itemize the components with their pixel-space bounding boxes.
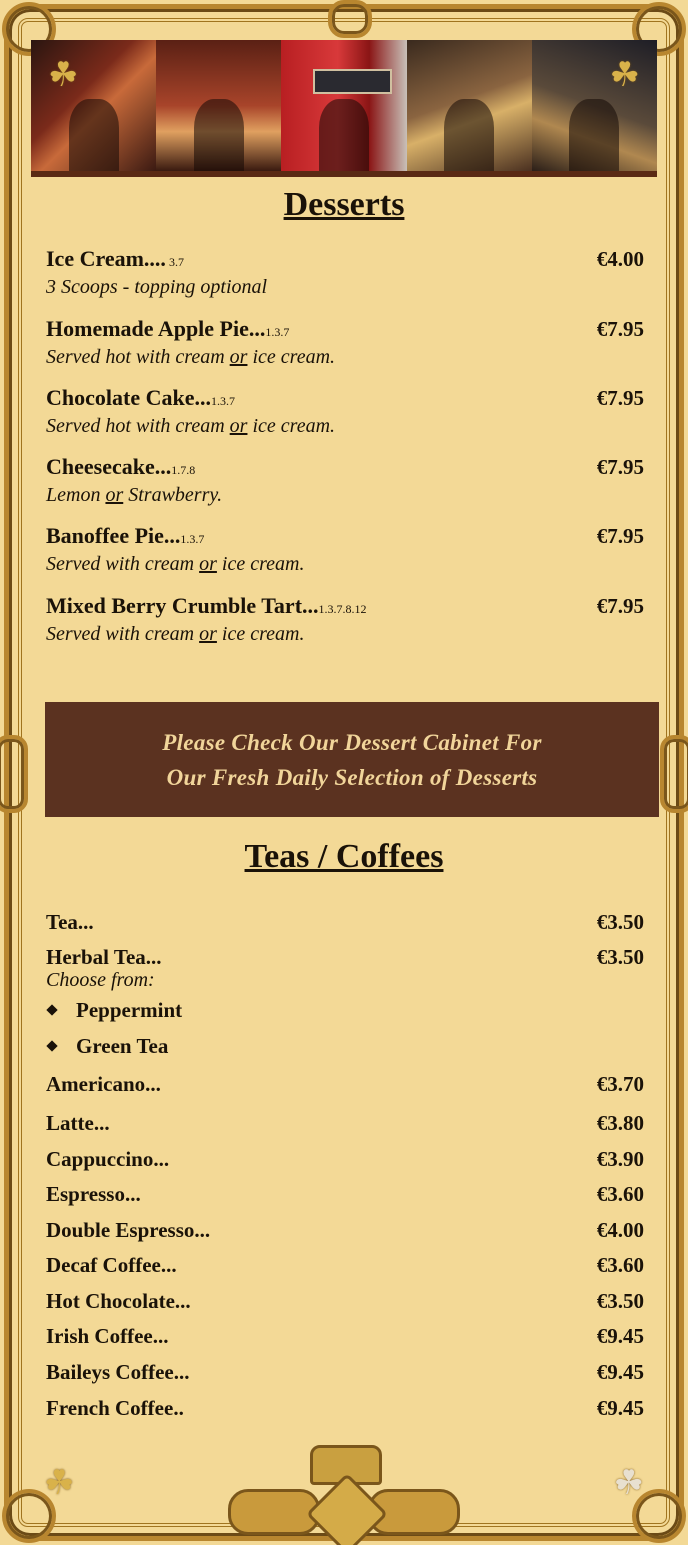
item-price: €7.95	[596, 524, 644, 548]
notice-line: Our Fresh Daily Selection of Desserts	[166, 764, 538, 790]
item-name: Cheesecake...	[46, 454, 172, 479]
shamrock-icon: ☘	[48, 55, 79, 95]
menu-item	[46, 246, 646, 299]
item-name: Decaf Coffee...	[46, 1253, 177, 1277]
drink-item	[46, 944, 646, 970]
item-price: €3.80	[596, 1111, 644, 1135]
drink-item	[46, 1252, 646, 1278]
menu-item	[46, 385, 646, 438]
item-description: Served hot with cream or ice cream.	[46, 346, 336, 368]
celtic-knot-icon	[328, 0, 372, 38]
item-price: €4.00	[596, 247, 644, 271]
item-price: €7.95	[596, 386, 644, 410]
item-allergens: 3.7	[165, 255, 184, 269]
drink-item	[46, 1395, 646, 1421]
drink-item	[46, 1359, 646, 1385]
bullet-diamond-icon	[46, 1040, 57, 1051]
item-description: 3 Scoops - topping optional	[46, 276, 268, 298]
item-description: Lemon or Strawberry.	[46, 484, 223, 506]
pub-exterior-photo	[281, 40, 406, 171]
item-allergens: 1.3.7.8.12	[318, 602, 367, 616]
menu-item	[46, 523, 646, 576]
menu-item	[46, 593, 646, 646]
pub-interior-photo	[407, 40, 532, 171]
item-description: Served hot with cream or ice cream.	[46, 415, 336, 437]
item-price: €3.50	[596, 945, 644, 969]
claddagh-icon	[228, 1445, 460, 1545]
teas-coffees-heading: Teas / Coffees	[244, 838, 444, 875]
item-name: Ice Cream....	[46, 246, 166, 271]
drink-item	[46, 909, 646, 935]
item-name: Banoffee Pie...	[46, 523, 181, 548]
item-price: €7.95	[596, 317, 644, 341]
item-price: €9.45	[596, 1324, 644, 1348]
item-allergens: 1.3.7	[210, 394, 235, 408]
item-name: Americano...	[46, 1072, 161, 1096]
item-name: Latte...	[46, 1111, 110, 1135]
item-price: €9.45	[596, 1360, 644, 1384]
item-price: €7.95	[596, 455, 644, 479]
item-name: Hot Chocolate...	[46, 1289, 191, 1313]
drink-item	[46, 1146, 646, 1172]
menu-item	[46, 316, 646, 369]
item-name: Mixed Berry Crumble Tart...	[46, 593, 319, 618]
item-name: Double Espresso...	[46, 1218, 211, 1242]
drink-item	[46, 1181, 646, 1207]
item-name: French Coffee..	[46, 1396, 184, 1420]
desserts-heading: Desserts	[283, 186, 405, 223]
drink-item	[46, 1288, 646, 1314]
item-allergens: 1.3.7	[180, 532, 205, 546]
item-name: Homemade Apple Pie...	[46, 316, 266, 341]
shamrock-icon: ☘	[44, 1463, 75, 1503]
celtic-knot-icon	[0, 735, 28, 813]
pub-interior-photo	[156, 40, 281, 171]
item-description: Served with cream or ice cream.	[46, 553, 305, 575]
item-price: €3.60	[596, 1253, 644, 1277]
drink-item	[46, 1217, 646, 1243]
herbal-option: Green Tea	[46, 1034, 168, 1059]
notice-line: Please Check Our Dessert Cabinet For	[162, 729, 542, 755]
item-price: €3.90	[596, 1147, 644, 1171]
choose-from-label: Choose from:	[46, 969, 155, 991]
dessert-cabinet-notice	[45, 702, 659, 817]
item-name: Cappuccino...	[46, 1147, 170, 1171]
item-allergens: 1.3.7	[265, 325, 290, 339]
item-price: €3.70	[596, 1072, 644, 1096]
item-name: Tea...	[46, 910, 94, 934]
bullet-diamond-icon	[46, 1004, 57, 1015]
drink-item	[46, 1323, 646, 1349]
item-description: Served with cream or ice cream.	[46, 623, 305, 645]
item-name: Irish Coffee...	[46, 1324, 169, 1348]
drink-item	[46, 1071, 646, 1097]
item-price: €7.95	[596, 594, 644, 618]
item-name: Espresso...	[46, 1182, 141, 1206]
shamrock-icon: ☘	[609, 55, 640, 95]
shamrock-icon: ☘	[613, 1463, 644, 1503]
item-price: €4.00	[596, 1218, 644, 1242]
item-price: €3.60	[596, 1182, 644, 1206]
herbal-option: Peppermint	[46, 998, 182, 1023]
item-price: €3.50	[596, 910, 644, 934]
celtic-knot-icon	[660, 735, 688, 813]
menu-item	[46, 454, 646, 507]
claddagh-hand-icon	[228, 1489, 320, 1535]
item-price: €3.50	[596, 1289, 644, 1313]
item-name: Chocolate Cake...	[46, 385, 211, 410]
drink-item	[46, 1110, 646, 1136]
item-allergens: 1.7.8	[171, 463, 196, 477]
item-price: €9.45	[596, 1396, 644, 1420]
item-name: Baileys Coffee...	[46, 1360, 190, 1384]
pub-photo-banner	[31, 40, 657, 177]
item-name: Herbal Tea...	[46, 945, 162, 969]
